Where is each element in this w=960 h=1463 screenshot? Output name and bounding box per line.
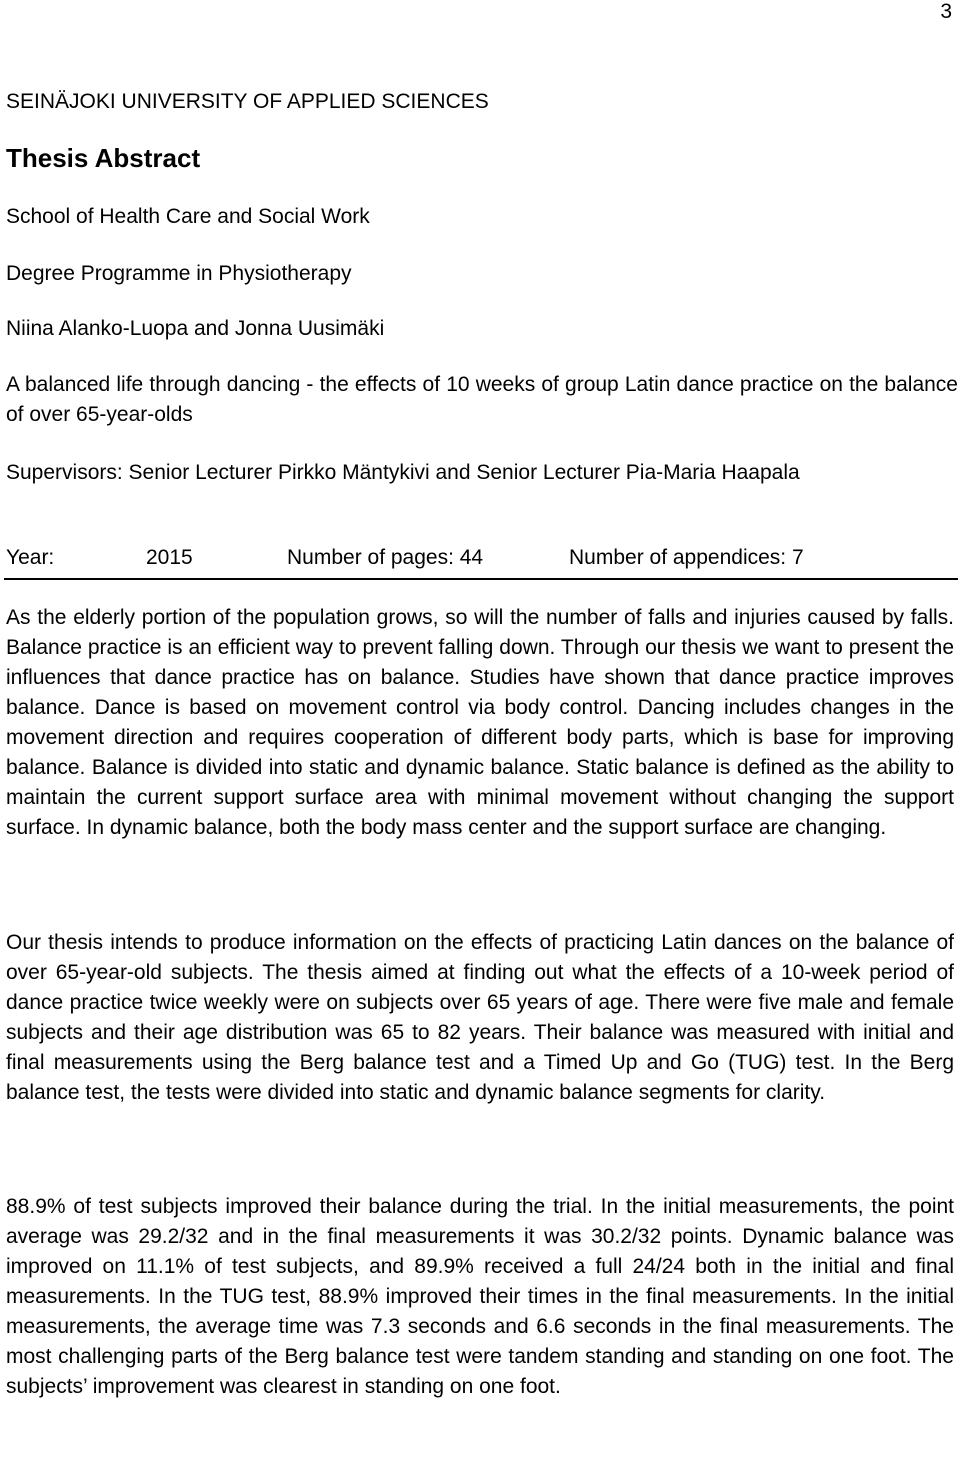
degree-programme: Degree Programme in Physiotherapy	[6, 262, 352, 285]
page-number: 3	[940, 0, 952, 23]
school-name: School of Health Care and Social Work	[6, 205, 370, 228]
abstract-paragraph-2: Our thesis intends to produce information on the effects of practicing Latin dances on the balance of over 65-year-old subjects. The thesis aimed at finding out what the effects of a 10-week period of dance practice twice weekly were on subjects over 65 years of age. There were five male and female subjects and their age distribution was 65 to 82 years. Their balance was measured with initial and final measurements using the Berg balance test and a Timed Up and Go (TUG) test. In the Berg balance test, the tests were divided into static and dynamic balance segments for clarity.	[6, 931, 954, 1104]
number-of-appendices: Number of appendices: 7	[569, 546, 804, 569]
supervisors: Supervisors: Senior Lecturer Pirkko Mäntykivi and Senior Lecturer Pia-Maria Haapala	[6, 461, 800, 484]
abstract-paragraph-3: 88.9% of test subjects improved their balance during the trial. In the initial measurements, the point average was 29.2/32 and in the final measurements it was 30.2/32 points. Dynamic balance was improved on 11.1% of test subjects, and 89.9% received a full 24/24 both in the initial and final measurements. In the TUG test, 88.9% improved their times in the final measurements. In the initial measurements, the average time was 7.3 seconds and 6.6 seconds in the final measurements. The most challenging parts of the Berg balance test were tandem standing and standing on one foot. The subjects’ improvement was clearest in standing on one foot.	[6, 1195, 954, 1398]
number-of-pages: Number of pages: 44	[287, 546, 484, 569]
thesis-title: A balanced life through dancing - the effects of 10 weeks of group Latin dance practice on the balance of over 65-year-olds	[6, 373, 958, 426]
document-title: Thesis Abstract	[6, 143, 201, 173]
institution-name: SEINÄJOKI UNIVERSITY OF APPLIED SCIENCES	[6, 90, 489, 113]
divider-rule	[4, 578, 958, 580]
abstract-paragraph-1: As the elderly portion of the population grows, so will the number of falls and injuries caused by falls. Balance practice is an efficient way to prevent falling down. Through our thesis we want to present the influences that dance practice has on balance. Studies have shown that dance practice improves balance. Dance is based on movement control via body control. Dancing includes changes in the movement direction and requires cooperation of different body parts, which is base for improving balance. Balance is divided into static and dynamic balance. Static balance is defined as the ability to maintain the current support surface area with minimal movement without changing the support surface. In dynamic balance, both the body mass center and the support surface are changing.	[6, 606, 954, 839]
year-label: Year:	[6, 546, 55, 569]
year-value: 2015	[146, 546, 193, 569]
authors: Niina Alanko-Luopa and Jonna Uusimäki	[6, 317, 385, 340]
